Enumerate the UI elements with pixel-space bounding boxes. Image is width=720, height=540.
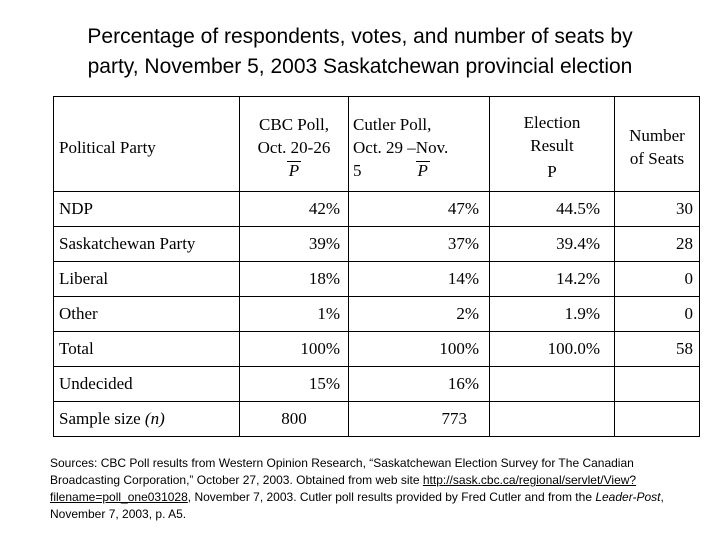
header-cbc-line2: Oct. 20-26 [257,137,331,157]
cell-result: 100.0% [490,332,615,367]
cell-cutler: 47% [349,192,490,227]
cell-party: NDP [54,192,240,227]
cell-party: Total [54,332,240,367]
table-row-sample-size [54,402,700,437]
page-title [0,22,720,82]
header-cbc-line1: CBC Poll, [259,114,329,134]
sources-text-1: Sources: CBC Poll results from Western Opinion Research, “Saskatchewan Election Survey for The Canadian Broadcasting Corporation,” October 27, 2003. Obtained from web site [50,456,634,487]
sources-text-2: , November 7, 2003. Cutler poll results provided by Fred Cutler and from the [187,490,596,504]
sources-text-3: , November 7, 2003, p. A5. [50,490,664,521]
cell-cbc: 800 [240,402,349,437]
header-seats [615,97,700,192]
sources-note [50,455,690,523]
title-line-2: party, November 5, 2003 Saskatchewan provincial election [87,55,633,78]
cell-party: Saskatchewan Party [54,227,240,262]
cell-cutler: 37% [349,227,490,262]
table-row-ndp [54,192,700,227]
cell-seats: 0 [615,297,700,332]
table-row-undecided [54,367,700,402]
header-cbc [240,97,349,192]
header-cutler [349,97,490,192]
cell-seats [615,367,700,402]
cell-cbc: 100% [240,332,349,367]
sample-size-n: (n) [144,409,165,428]
cell-cbc: 1% [240,297,349,332]
title-line-1: Percentage of respondents, votes, and number of seats by [87,25,633,48]
header-election-symbol: P [547,162,557,181]
cell-cutler: 16% [349,367,490,402]
cell-cbc: 39% [240,227,349,262]
cell-seats: 28 [615,227,700,262]
cell-seats: 30 [615,192,700,227]
cell-seats [615,402,700,437]
header-election-line1: Election [523,113,581,132]
header-seats-line2: of Seats [629,149,685,168]
cell-seats: 0 [615,262,700,297]
cell-party: Undecided [54,367,240,402]
sources-link[interactable]: http://sask.cbc.ca/regional/servlet/View?filename=poll_one031028 [50,473,637,504]
header-election-line2: Result [530,136,574,155]
cell-result: 44.5% [490,192,615,227]
cell-result: 14.2% [490,262,615,297]
header-cbc-symbol: P [288,160,300,180]
cell-party: Liberal [54,262,240,297]
header-cutler-line2: Oct. 29 –Nov. [353,137,449,157]
sources-leader-post: Leader-Post [595,490,661,504]
cell-result [490,367,615,402]
header-seats-line1: Number [629,126,685,145]
table-row-liberal [54,262,700,297]
cell-cutler: 100% [349,332,490,367]
header-cutler-line3: 5 [353,160,362,180]
header-party-label: Political Party [59,137,156,157]
cell-result: 1.9% [490,297,615,332]
header-cutler-line1: Cutler Poll, [353,114,432,134]
sample-size-label: Sample size [59,409,141,428]
cell-seats: 58 [615,332,700,367]
cell-cutler: 2% [349,297,490,332]
cell-result: 39.4% [490,227,615,262]
cell-result [490,402,615,437]
table-header-row [54,97,700,192]
table-row-saskatchewan-party [54,227,700,262]
header-cutler-symbol: P [417,160,428,180]
table-row-other [54,297,700,332]
table-row-total [54,332,700,367]
cell-cutler: 773 [349,402,490,437]
results-table [53,96,700,437]
cell-cbc: 18% [240,262,349,297]
header-party [54,97,240,192]
cell-party [54,402,240,437]
cell-cbc: 15% [240,367,349,402]
cell-cbc: 42% [240,192,349,227]
header-election [490,97,615,192]
cell-cutler: 14% [349,262,490,297]
cell-party: Other [54,297,240,332]
